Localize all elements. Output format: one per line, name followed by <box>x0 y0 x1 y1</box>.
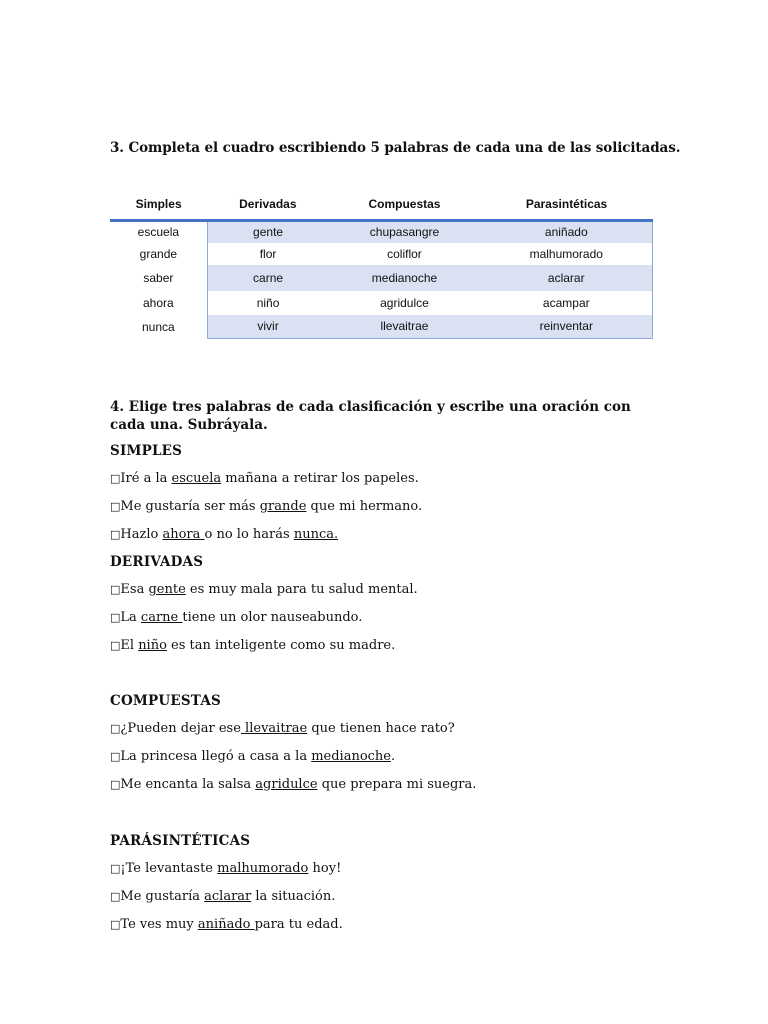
sentence-text: La princesa llegó a casa a la <box>120 749 312 764</box>
underlined-word: gente <box>148 582 186 597</box>
table-cell: acampar <box>481 291 653 315</box>
section-heading-simples: SIMPLES <box>110 443 183 459</box>
table-cell: gente <box>207 221 328 243</box>
underlined-word: aclarar <box>204 889 252 904</box>
sentence-text: ¡Te levantaste <box>120 861 218 876</box>
sentence-item <box>110 471 419 486</box>
checkbox-icon: □ <box>110 722 121 735</box>
sentence-text: que tienen hace rato? <box>307 721 455 736</box>
section-heading-parasinteticas: PARÁSINTÉTICAS <box>110 833 251 849</box>
table-row <box>110 221 653 243</box>
checkbox-icon: □ <box>110 500 121 513</box>
sentence-item <box>110 917 343 932</box>
underlined-word: grande <box>259 499 307 514</box>
checkbox-icon: □ <box>110 472 121 485</box>
table-cell: saber <box>110 265 207 291</box>
underlined-word: carne <box>140 610 183 625</box>
sentence-item <box>110 527 338 542</box>
table-cell: aclarar <box>481 265 653 291</box>
table-cell: nunca <box>110 315 207 339</box>
sentence-text: ¿Pueden dejar ese <box>120 721 241 736</box>
underlined-word: aniñado <box>197 917 255 932</box>
sentence-text: El <box>120 638 139 653</box>
table-row <box>110 315 653 339</box>
table-cell: niño <box>256 295 280 310</box>
header-simples: Simples <box>110 188 207 221</box>
table-cell: carne <box>207 265 328 291</box>
section-heading-compuestas: COMPUESTAS <box>110 693 221 709</box>
table-cell: reinventar <box>481 315 653 339</box>
sentence-text: Te ves muy <box>120 917 198 932</box>
table-cell: coliflor <box>387 246 422 261</box>
sentence-item <box>110 889 335 904</box>
underlined-word: niño <box>138 638 167 653</box>
sentence-text: o no lo harás <box>204 527 294 542</box>
checkbox-icon: □ <box>110 750 121 763</box>
sentence-text: que prepara mi suegra. <box>317 777 477 792</box>
table-cell: aniñado <box>481 221 653 243</box>
table-cell: flor <box>259 246 277 261</box>
sentence-text: Hazlo <box>120 527 163 542</box>
sentence-item <box>110 610 362 625</box>
sentence-text: Esa <box>120 582 149 597</box>
sentence-text: . <box>391 749 396 764</box>
sentence-text: La <box>120 610 141 625</box>
section-heading-derivadas: DERIVADAS <box>110 554 204 570</box>
header-compuestas: Compuestas <box>328 188 480 221</box>
underlined-word: escuela <box>171 471 222 486</box>
underlined-word: ahora <box>162 527 205 542</box>
checkbox-icon: □ <box>110 918 121 931</box>
header-derivadas: Derivadas <box>207 188 328 221</box>
table-row <box>110 243 653 265</box>
underlined-word: medianoche <box>311 749 391 764</box>
table-cell: agridulce <box>380 295 429 310</box>
sentence-item <box>110 499 422 514</box>
checkbox-icon: □ <box>110 583 121 596</box>
underlined-word: llevaitrae <box>240 721 308 736</box>
sentence-text: la situación. <box>251 889 336 904</box>
sentence-item <box>110 749 395 764</box>
sentence-text: mañana a retirar los papeles. <box>221 471 419 486</box>
sentence-text: para tu edad. <box>254 917 343 932</box>
sentence-item <box>110 721 455 736</box>
sentence-text: Me gustaría ser más <box>120 499 260 514</box>
table-row <box>110 265 653 291</box>
header-parasinteticas: Parasintéticas <box>481 188 653 221</box>
word-classification-table <box>110 188 653 339</box>
table-cell: malhumorado <box>481 243 653 265</box>
sentence-text: Me encanta la salsa <box>120 777 256 792</box>
sentence-text: tiene un olor nauseabundo. <box>182 610 363 625</box>
sentence-item <box>110 638 395 653</box>
table-header-row <box>110 188 653 221</box>
table-cell: llevaitrae <box>328 315 480 339</box>
checkbox-icon: □ <box>110 611 121 624</box>
sentence-text: Iré a la <box>120 471 172 486</box>
underlined-word: agridulce <box>255 777 318 792</box>
checkbox-icon: □ <box>110 639 121 652</box>
checkbox-icon: □ <box>110 778 121 791</box>
table-cell: escuela <box>110 221 207 243</box>
table-cell: vivir <box>207 315 328 339</box>
table-cell: grande <box>110 243 207 265</box>
sentence-text: hoy! <box>308 861 342 876</box>
sentence-item <box>110 861 341 876</box>
underlined-word: malhumorado <box>217 861 309 876</box>
sentence-item <box>110 777 476 792</box>
table-cell: chupasangre <box>328 221 480 243</box>
checkbox-icon: □ <box>110 528 121 541</box>
checkbox-icon: □ <box>110 862 121 875</box>
question-3-title: 3. Completa el cuadro escribiendo 5 palabras de cada una de las solicitadas. <box>110 140 681 156</box>
checkbox-icon: □ <box>110 890 121 903</box>
sentence-text: Me gustaría <box>120 889 205 904</box>
sentence-text: que mi hermano. <box>306 499 423 514</box>
table-row <box>110 291 653 315</box>
underlined-word: nunca. <box>293 527 339 542</box>
table-cell: medianoche <box>328 265 480 291</box>
sentence-text: es tan inteligente como su madre. <box>166 638 396 653</box>
question-4-title: 4. Elige tres palabras de cada clasificación y escribe una oración con cada una. Subráyala. <box>110 399 631 433</box>
sentence-text: es muy mala para tu salud mental. <box>185 582 418 597</box>
sentence-item <box>110 582 418 597</box>
table-cell: ahora <box>110 291 207 315</box>
